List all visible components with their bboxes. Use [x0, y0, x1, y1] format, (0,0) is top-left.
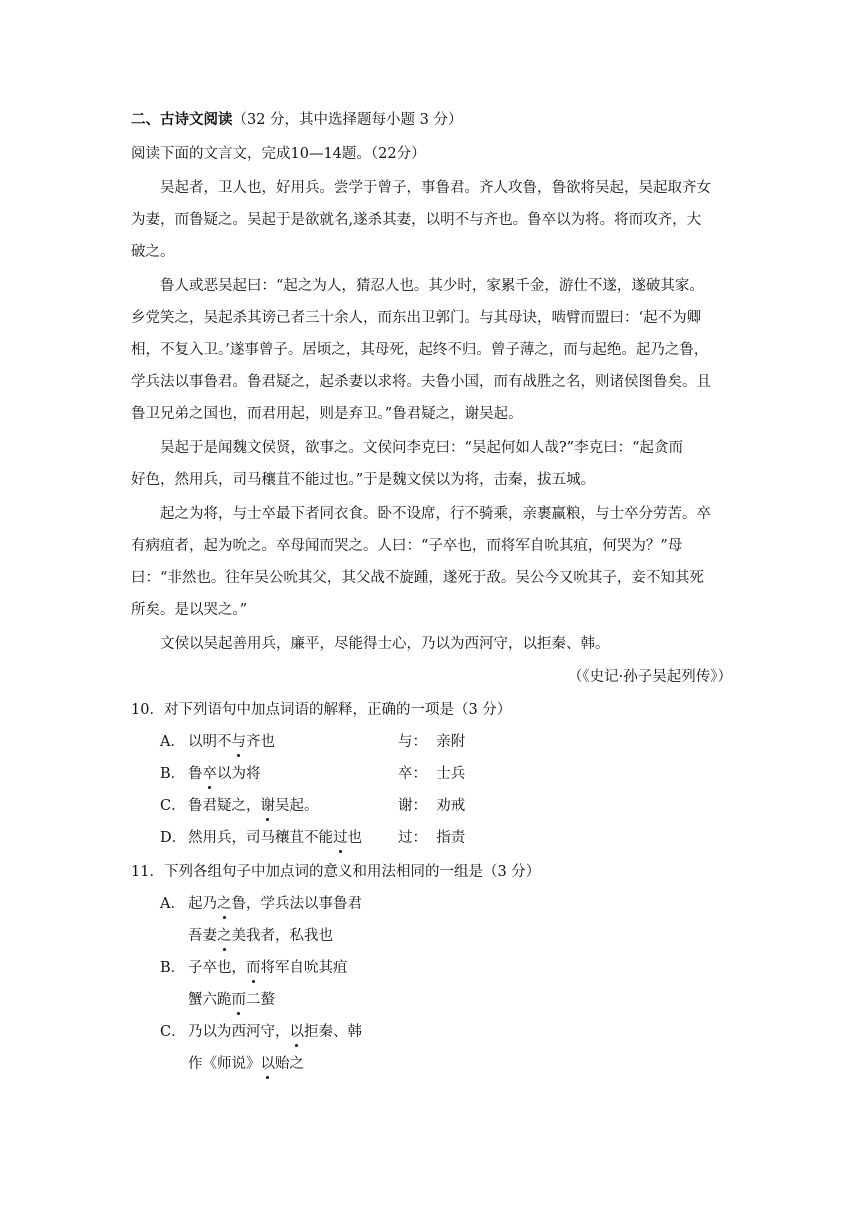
q10-option-c	[160, 796, 319, 816]
instruction: 阅读下面的文言文，完成10—14题。（22分）	[131, 146, 426, 162]
passage-line: 文侯以吴起善用兵，廉平，尽能得士心，乃以为西河守，以拒秦、韩。	[160, 636, 610, 652]
dotted-word: 而	[246, 960, 261, 976]
q10-stem: 10．对下列语句中加点词语的解释，正确的一项是（3 分）	[131, 702, 512, 718]
option-text: 以为将	[217, 766, 261, 782]
q11-option-c-line1	[160, 1022, 362, 1042]
section-note: （32 分，其中选择题每小题 3 分）	[232, 112, 463, 128]
option-label: D．	[160, 830, 187, 846]
option-text: 吾妻	[188, 928, 217, 944]
option-label: A．	[160, 734, 185, 750]
q10-c-gloss	[398, 796, 465, 816]
gloss-meaning: 指责	[436, 830, 466, 846]
source-citation: （《史记·孙子吴起列传》）	[567, 669, 732, 685]
section-heading	[131, 110, 463, 130]
q11-option-c-line2	[188, 1054, 304, 1074]
option-label: A．	[160, 896, 185, 912]
passage-line: 破之。	[131, 244, 175, 260]
passage-line: 吴起者，卫人也，好用兵。尝学于曾子，事鲁君。齐人攻鲁，鲁欲将吴起，吴起取齐女	[160, 180, 711, 196]
gloss-word: 卒：	[398, 766, 427, 782]
gloss-word: 谢：	[398, 798, 427, 814]
option-text: 起乃	[188, 896, 217, 912]
q10-b-gloss	[398, 764, 465, 784]
passage-line: 鲁人或恶吴起曰：“起之为人，猜忍人也。其少时，家累千金，游仕不遂，遂破其家。	[160, 278, 704, 294]
passage-line: 有病疽者，起为吮之。卒母闻而哭之。人曰：“子卒也，而将军自吮其疽，何哭为？”母	[131, 538, 683, 554]
q10-option-a	[160, 732, 275, 752]
dotted-word: 谢	[260, 798, 275, 814]
q11-stem: 11．下列各组句子中加点词的意义和用法相同的一组是（3 分）	[131, 864, 541, 880]
dotted-word: 过	[333, 830, 348, 846]
option-text: 吴起。	[275, 798, 319, 814]
option-label: C．	[160, 798, 186, 814]
q10-option-d	[160, 828, 362, 848]
q11-option-a-line1	[160, 894, 362, 914]
passage-line: 相，不复入卫。’遂事曾子。居顷之，其母死，起终不归。曾子薄之，而与起绝。起乃之鲁，	[131, 342, 709, 358]
option-label: B．	[160, 766, 186, 782]
passage-line: 乡党笑之，吴起杀其谤己者三十余人，而东出卫郭门。与其母诀，啮臂而盟曰：‘起不为卿	[131, 310, 702, 326]
option-text: 鲁	[188, 766, 203, 782]
passage-line: 所矣。是以哭之。”	[131, 602, 248, 618]
q10-d-gloss	[398, 828, 465, 848]
dotted-word: 以	[260, 1056, 275, 1072]
option-text: 将军自吮其疽	[260, 960, 348, 976]
dotted-word: 之	[217, 896, 232, 912]
passage-line: 学兵法以事鲁君。鲁君疑之，起杀妻以求将。夫鲁小国，而有战胜之名，则诸侯图鲁矣。且	[131, 374, 711, 390]
dotted-word: 而	[231, 992, 246, 1008]
option-text: 也	[347, 830, 362, 846]
option-label: C．	[160, 1024, 186, 1040]
gloss-meaning: 劝戒	[436, 798, 466, 814]
gloss-word: 过：	[398, 830, 427, 846]
dotted-word: 之	[217, 928, 232, 944]
q10-a-gloss	[398, 732, 465, 752]
option-text: 拒秦、韩	[304, 1024, 362, 1040]
option-text: 鲁君疑之，	[188, 798, 261, 814]
option-text: 蟹六跪	[188, 992, 232, 1008]
gloss-meaning: 亲附	[436, 734, 466, 750]
dotted-word: 以	[289, 1024, 304, 1040]
option-text: 乃以为西河守，	[188, 1024, 290, 1040]
dotted-word: 与	[231, 734, 246, 750]
passage-line: 为妻，而鲁疑之。吴起于是欲就名,遂杀其妻，以明不与齐也。鲁卒以为将。将而攻齐，大	[131, 212, 702, 228]
option-text: 然用兵，司马穰苴不能	[188, 830, 333, 846]
passage-line: 鲁卫兄弟之国也，而君用起，则是弃卫。”鲁君疑之，谢吴起。	[131, 406, 523, 422]
option-text: 贻之	[275, 1056, 304, 1072]
passage-line: 好色，然用兵，司马穰苴不能过也。”于是魏文侯以为将，击秦，拔五城。	[131, 472, 596, 488]
dotted-word: 卒	[202, 766, 217, 782]
gloss-meaning: 士兵	[436, 766, 466, 782]
option-text: 齐也	[246, 734, 275, 750]
passage-line: 曰：“非然也。往年吴公吮其父，其父战不旋踵，遂死于敌。吴公今又吮其子，妾不知其死	[131, 570, 704, 586]
option-text: 美我者，私我也	[231, 928, 333, 944]
option-text: 作《师说》	[188, 1056, 261, 1072]
gloss-word: 与：	[398, 734, 427, 750]
q10-option-b	[160, 764, 261, 784]
option-label: B．	[160, 960, 186, 976]
option-text: 以明不	[188, 734, 232, 750]
section-title: 二、古诗文阅读	[131, 111, 233, 128]
option-text: 二螯	[246, 992, 275, 1008]
q11-option-a-line2	[188, 926, 333, 946]
passage-line: 起之为将，与士卒最下者同衣食。卧不设席，行不骑乘，亲裹赢粮，与士卒分劳苦。卒	[160, 506, 711, 522]
q11-option-b-line2	[188, 990, 275, 1010]
passage-line: 吴起于是闻魏文侯贤，欲事之。文侯问李克曰：“吴起何如人哉?”李克曰：“起贪而	[160, 440, 684, 456]
option-text: 鲁，学兵法以事鲁君	[231, 896, 362, 912]
option-text: 子卒也，	[188, 960, 246, 976]
q11-option-b-line1	[160, 958, 348, 978]
